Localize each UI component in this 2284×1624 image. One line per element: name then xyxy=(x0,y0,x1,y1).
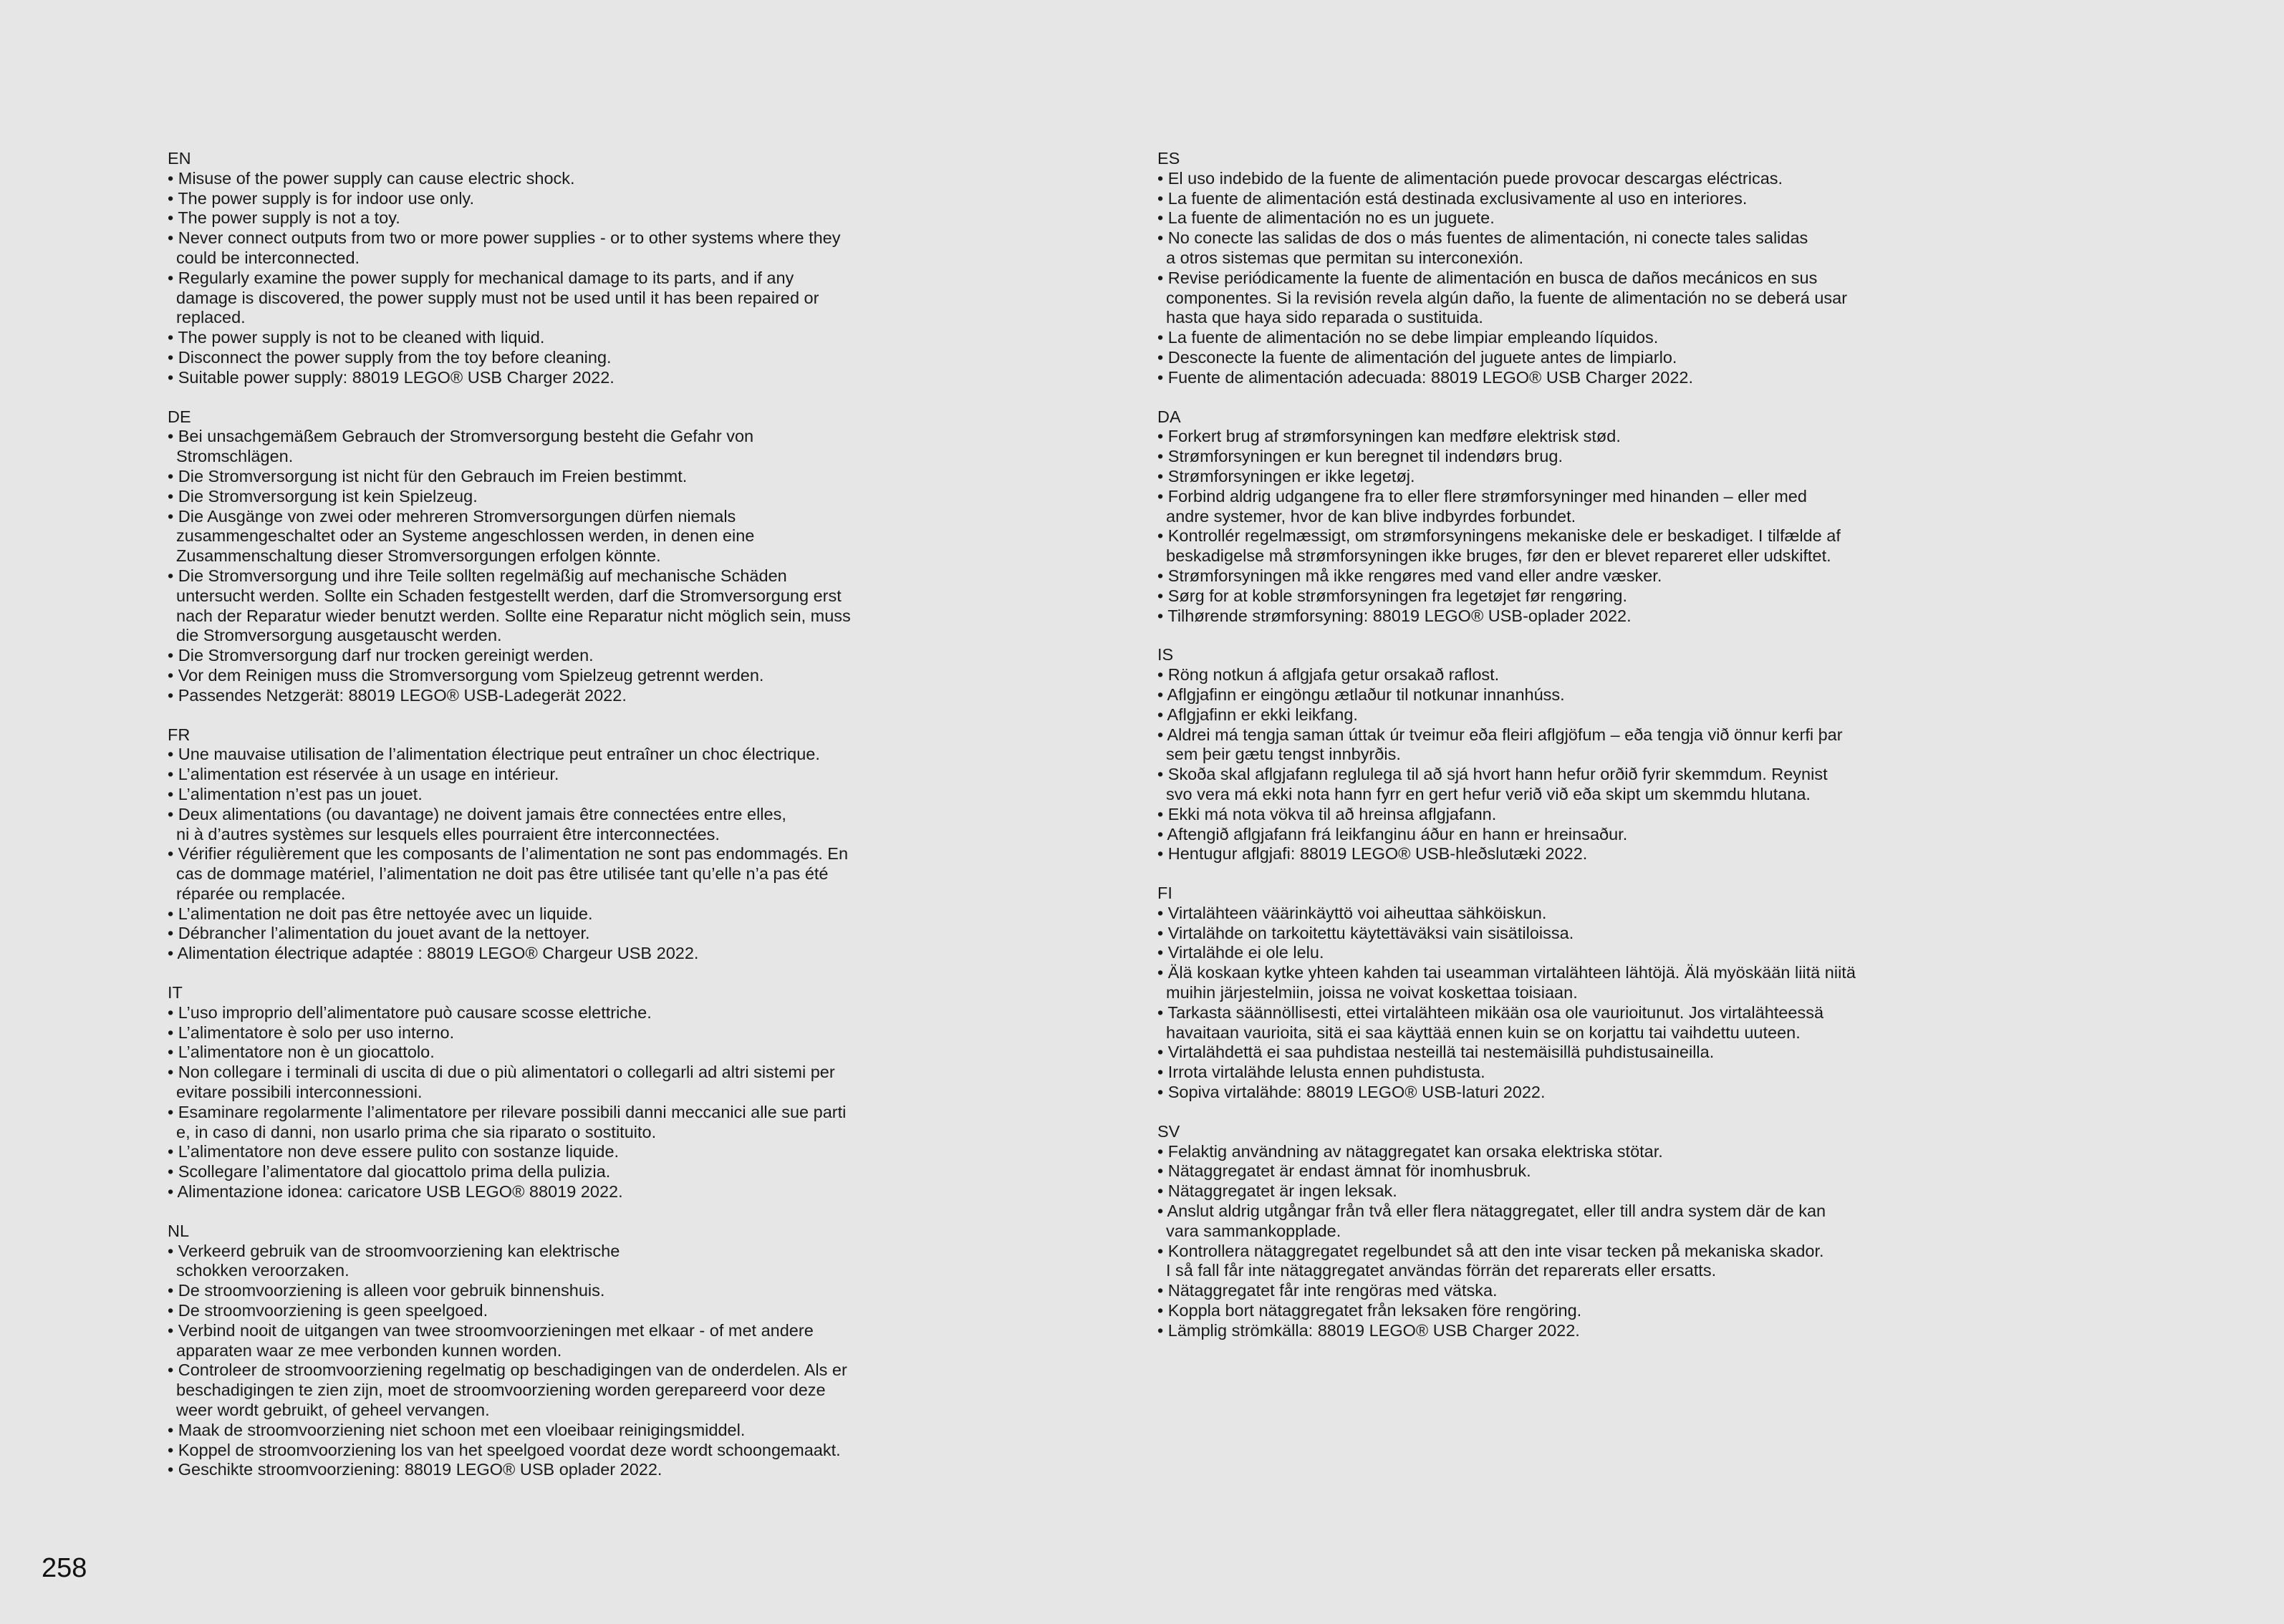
bullet-item: • Desconecte la fuente de alimentación del juguete antes de limpiarlo. xyxy=(1157,347,1677,367)
bullet-item: • Vor dem Reinigen muss die Stromversorgung vom Spielzeug getrennt werden. xyxy=(168,665,764,685)
bullet-item: • Aflgjafinn er ekki leikfang. xyxy=(1157,705,1358,724)
language-code: DA xyxy=(1157,407,1181,426)
bullet-item: • Never connect outputs from two or more power supplies - or to other systems where they xyxy=(168,228,841,248)
bullet-item: • Une mauvaise utilisation de l’alimentation électrique peut entraîner un choc électrique. xyxy=(168,745,820,764)
bullet-item: • Strømforsyningen er kun beregnet til indendørs brug. xyxy=(1157,447,1563,466)
bullet-continuation: vara sammankopplade. xyxy=(1166,1221,1341,1240)
bullet-item: • Verkeerd gebruik van de stroomvoorziening kan elektrische xyxy=(168,1241,620,1260)
bullet-item: • Koppla bort nätaggregatet från leksaken före rengöring. xyxy=(1157,1301,1582,1320)
bullet-item: • La fuente de alimentación no se debe limpiar empleando líquidos. xyxy=(1157,328,1659,347)
bullet-continuation: cas de dommage matériel, l’alimentation ne doit pas être utilisée tant qu’elle n’a pas été xyxy=(176,864,829,884)
bullet-continuation: beschadigingen te zien zijn, moet de stroomvoorziening worden gerepareerd voor deze xyxy=(176,1381,826,1400)
bullet-continuation: schokken veroorzaken. xyxy=(176,1261,350,1280)
bullet-item: • The power supply is not a toy. xyxy=(168,208,400,228)
bullet-item: • Vérifier régulièrement que les composants de l’alimentation ne sont pas endommagés. En xyxy=(168,844,849,864)
bullet-item: • Débrancher l’alimentation du jouet avant de la nettoyer. xyxy=(168,924,590,943)
bullet-item: • Passendes Netzgerät: 88019 LEGO® USB-Ladegerät 2022. xyxy=(168,685,627,705)
bullet-continuation: beskadigelse må strømforsyningen ikke bruges, før den er blevet repareret eller udskiftet. xyxy=(1166,546,1831,566)
safety-section-it xyxy=(168,983,941,1202)
bullet-item: • El uso indebido de la fuente de alimentación puede provocar descargas eléctricas. xyxy=(1157,168,1783,188)
bullet-item: • De stroomvoorziening is alleen voor gebruik binnenshuis. xyxy=(168,1281,605,1300)
bullet-continuation: replaced. xyxy=(176,308,246,327)
bullet-item: • Aftengið aflgjafann frá leikfanginu áður en hann er hreinsaður. xyxy=(1157,824,1628,844)
bullet-item: • Skoða skal aflgjafann reglulega til að sjá hvort hann hefur orðið fyrir skemmdum. Reynist xyxy=(1157,765,1828,784)
bullet-item: • Ekki má nota vökva til að hreinsa aflgjafann. xyxy=(1157,804,1497,823)
bullet-item: • Virtalähde ei ole lelu. xyxy=(1157,943,1324,962)
bullet-continuation: componentes. Si la revisión revela algún daño, la fuente de alimentación no se deberá usar xyxy=(1166,288,1848,307)
bullet-item: • Felaktig användning av nätaggregatet kan orsaka elektriska stötar. xyxy=(1157,1141,1663,1161)
bullet-continuation: I så fall får inte nätaggregatet användas förrän det reparerats eller ersatts. xyxy=(1166,1261,1717,1280)
language-code: FR xyxy=(168,725,191,744)
bullet-item: • Die Stromversorgung ist kein Spielzeug. xyxy=(168,486,478,506)
bullet-item: • Strømforsyningen må ikke rengøres med vand eller andre væsker. xyxy=(1157,566,1662,585)
bullet-continuation: e, in caso di danni, non usarlo prima che sia riparato o sostituito. xyxy=(176,1122,657,1141)
bullet-item: • Fuente de alimentación adecuada: 88019 LEGO® USB Charger 2022. xyxy=(1157,367,1693,387)
bullet-item: • Kontrollér regelmæssigt, om strømforsyningens mekaniske dele er beskadiget. I tilfælde af xyxy=(1157,526,1841,546)
bullet-item: • Hentugur aflgjafi: 88019 LEGO® USB-hleðslutæki 2022. xyxy=(1157,844,1588,864)
bullet-item: • Die Stromversorgung ist nicht für den Gebrauch im Freien bestimmt. xyxy=(168,466,688,485)
language-code: IT xyxy=(168,983,183,1002)
left-column xyxy=(168,149,941,1499)
bullet-item: • Koppel de stroomvoorziening los van het speelgoed voordat deze wordt schoongemaakt. xyxy=(168,1440,841,1459)
bullet-item: • Älä koskaan kytke yhteen kahden tai useamman virtalähteen lähtöjä. Älä myöskään liitä niitä xyxy=(1157,963,1856,982)
bullet-item: • Anslut aldrig utgångar från två eller flera nätaggregatet, eller till andra system där de kan xyxy=(1157,1202,1826,1221)
bullet-continuation: nach der Reparatur wieder benutzt werden. Sollte eine Reparatur nicht möglich sein, muss xyxy=(176,606,851,625)
bullet-item: • Alimentation électrique adaptée : 88019 LEGO® Chargeur USB 2022. xyxy=(168,944,699,963)
bullet-continuation: zusammengeschaltet oder an Systeme angeschlossen werden, in denen eine xyxy=(176,526,755,546)
bullet-item: • La fuente de alimentación no es un juguete. xyxy=(1157,208,1495,228)
safety-section-fi xyxy=(1157,884,1931,1103)
safety-section-nl xyxy=(168,1222,941,1480)
bullet-item: • L’alimentatore è solo per uso interno. xyxy=(168,1023,455,1042)
bullet-item: • Disconnect the power supply from the toy before cleaning. xyxy=(168,347,612,367)
bullet-continuation: evitare possibili interconnessioni. xyxy=(176,1083,423,1102)
bullet-item: • Nätaggregatet är ingen leksak. xyxy=(1157,1181,1397,1201)
bullet-item: • Röng notkun á aflgjafa getur orsakað raflost. xyxy=(1157,665,1500,685)
bullet-item: • Aldrei má tengja saman úttak úr tveimur eða fleiri aflgjöfum – eða tengja við önnur kerfi þar xyxy=(1157,725,1843,744)
bullet-continuation: havaitaan vaurioita, sitä ei saa käyttää ennen kuin se on korjattu tai vaihdettu uuteen. xyxy=(1166,1023,1801,1042)
bullet-item: • Suitable power supply: 88019 LEGO® USB Charger 2022. xyxy=(168,367,615,387)
bullet-continuation: could be interconnected. xyxy=(176,248,360,267)
bullet-item: • L’uso improprio dell’alimentatore può causare scosse elettriche. xyxy=(168,1002,652,1022)
bullet-item: • L’alimentation est réservée à un usage en intérieur. xyxy=(168,765,559,784)
bullet-item: • Alimentazione idonea: caricatore USB LEGO® 88019 2022. xyxy=(168,1182,623,1202)
bullet-item: • Lämplig strömkälla: 88019 LEGO® USB Charger 2022. xyxy=(1157,1320,1580,1340)
bullet-item: • Non collegare i terminali di uscita di due o più alimentatori o collegarli ad altri sistemi per xyxy=(168,1063,835,1082)
language-code: NL xyxy=(168,1221,190,1240)
bullet-item: • The power supply is for indoor use only. xyxy=(168,188,474,208)
bullet-item: • Die Ausgänge von zwei oder mehreren Stromversorgungen dürfen niemals xyxy=(168,506,736,526)
bullet-continuation: die Stromversorgung ausgetauscht werden. xyxy=(176,626,502,645)
bullet-item: • Scollegare l’alimentatore dal giocattolo prima della pulizia. xyxy=(168,1162,611,1181)
bullet-continuation: Zusammenschaltung dieser Stromversorgungen erfolgen könnte. xyxy=(176,546,661,566)
language-code: SV xyxy=(1157,1121,1180,1141)
bullet-item: • No conecte las salidas de dos o más fuentes de alimentación, ni conecte tales salidas xyxy=(1157,228,1808,248)
page-number: 258 xyxy=(42,1553,87,1583)
bullet-item: • Esaminare regolarmente l’alimentatore per rilevare possibili danni meccanici alle sue parti xyxy=(168,1102,847,1121)
bullet-item: • Maak de stroomvoorziening niet schoon met een vloeibaar reinigingsmiddel. xyxy=(168,1420,746,1439)
safety-section-is xyxy=(1157,645,1931,864)
right-column xyxy=(1157,149,1931,1360)
bullet-item: • Forkert brug af strømforsyningen kan medføre elektrisk stød. xyxy=(1157,427,1621,446)
bullet-continuation: a otros sistemas que permitan su interconexión. xyxy=(1166,248,1523,267)
safety-section-sv xyxy=(1157,1122,1931,1341)
bullet-item: • Strømforsyningen er ikke legetøj. xyxy=(1157,466,1415,485)
bullet-item: • Tarkasta säännöllisesti, ettei virtalähteen mikään osa ole vaurioitunut. Jos virtalähteessä xyxy=(1157,1002,1824,1022)
bullet-continuation: réparée ou remplacée. xyxy=(176,884,346,903)
safety-section-de xyxy=(168,407,941,706)
language-code: EN xyxy=(168,149,191,168)
bullet-continuation: Stromschlägen. xyxy=(176,447,294,466)
safety-section-da xyxy=(1157,407,1931,627)
bullet-continuation: apparaten waar ze mee verbonden kunnen worden. xyxy=(176,1340,562,1360)
bullet-item: • The power supply is not to be cleaned with liquid. xyxy=(168,328,545,347)
bullet-item: • Verbind nooit de uitgangen van twee stroomvoorzieningen met elkaar - of met andere xyxy=(168,1320,814,1340)
bullet-item: • La fuente de alimentación está destinada exclusivamente al uso en interiores. xyxy=(1157,188,1748,208)
bullet-item: • Die Stromversorgung und ihre Teile sollten regelmäßig auf mechanische Schäden xyxy=(168,566,787,585)
bullet-item: • L’alimentation n’est pas un jouet. xyxy=(168,784,423,803)
bullet-continuation: muihin järjestelmiin, joissa ne voivat koskettaa toisiaan. xyxy=(1166,983,1578,1002)
safety-section-es xyxy=(1157,149,1931,388)
bullet-continuation: andre systemer, hvor de kan blive indbyrdes forbundet. xyxy=(1166,506,1576,526)
bullet-continuation: untersucht werden. Sollte ein Schaden festgestellt werden, darf die Stromversorgung erst xyxy=(176,586,842,605)
language-code: IS xyxy=(1157,645,1174,664)
bullet-item: • Sørg for at koble strømforsyningen fra legetøjet før rengøring. xyxy=(1157,586,1628,605)
bullet-item: • L’alimentatore non è un giocattolo. xyxy=(168,1043,435,1062)
bullet-item: • Bei unsachgemäßem Gebrauch der Stromversorgung besteht die Gefahr von xyxy=(168,427,754,446)
language-code: ES xyxy=(1157,149,1180,168)
language-code: DE xyxy=(168,407,191,426)
bullet-item: • Virtalähdettä ei saa puhdistaa nesteillä tai nestemäisillä puhdistusaineilla. xyxy=(1157,1043,1715,1062)
bullet-continuation: sem þeir gætu tengst innbyrðis. xyxy=(1166,745,1401,764)
bullet-item: • Deux alimentations (ou davantage) ne doivent jamais être connectées entre elles, xyxy=(168,804,786,823)
bullet-item: • Die Stromversorgung darf nur trocken gereinigt werden. xyxy=(168,646,594,665)
bullet-item: • Tilhørende strømforsyning: 88019 LEGO® USB-oplader 2022. xyxy=(1157,606,1632,625)
bullet-item: • Nätaggregatet är endast ämnat för inomhusbruk. xyxy=(1157,1161,1531,1181)
bullet-continuation: weer wordt gebruikt, of geheel vervangen. xyxy=(176,1401,490,1420)
bullet-item: • Kontrollera nätaggregatet regelbundet så att den inte visar tecken på mekaniska skador. xyxy=(1157,1241,1824,1260)
bullet-item: • Irrota virtalähde lelusta ennen puhdistusta. xyxy=(1157,1063,1485,1082)
bullet-item: • Controleer de stroomvoorziening regelmatig op beschadigingen van de onderdelen. Als er xyxy=(168,1360,847,1380)
bullet-continuation: svo vera má ekki nota hann fyrr en gert hefur verið við eða skipt um skemmdu hlutana. xyxy=(1166,784,1811,803)
language-code: FI xyxy=(1157,884,1172,903)
bullet-item: • Virtalähteen väärinkäyttö voi aiheuttaa sähköiskun. xyxy=(1157,903,1547,922)
bullet-item: • Nätaggregatet får inte rengöras med vätska. xyxy=(1157,1281,1498,1300)
bullet-item: • Forbind aldrig udgangene fra to eller flere strømforsyninger med hinanden – eller med xyxy=(1157,486,1807,506)
bullet-continuation: ni à d’autres systèmes sur lesquels elles pourraient être interconnectées. xyxy=(176,824,720,844)
safety-section-en xyxy=(168,149,941,388)
bullet-item: • Geschikte stroomvoorziening: 88019 LEGO® USB oplader 2022. xyxy=(168,1460,662,1479)
bullet-continuation: damage is discovered, the power supply must not be used until it has been repaired or xyxy=(176,288,819,307)
bullet-item: • Misuse of the power supply can cause electric shock. xyxy=(168,168,575,188)
bullet-item: • Aflgjafinn er eingöngu ætlaður til notkunar innanhúss. xyxy=(1157,685,1565,704)
bullet-item: • Virtalähde on tarkoitettu käytettäväksi vain sisätiloissa. xyxy=(1157,923,1574,942)
bullet-item: • Sopiva virtalähde: 88019 LEGO® USB-laturi 2022. xyxy=(1157,1083,1546,1102)
bullet-item: • Regularly examine the power supply for mechanical damage to its parts, and if any xyxy=(168,268,794,287)
bullet-continuation: hasta que haya sido reparada o sustituida. xyxy=(1166,308,1483,327)
bullet-item: • De stroomvoorziening is geen speelgoed. xyxy=(168,1301,488,1320)
safety-section-fr xyxy=(168,725,941,965)
bullet-item: • L’alimentatore non deve essere pulito con sostanze liquide. xyxy=(168,1142,620,1161)
bullet-item: • L’alimentation ne doit pas être nettoyée avec un liquide. xyxy=(168,904,593,923)
bullet-item: • Revise periódicamente la fuente de alimentación en busca de daños mecánicos en sus xyxy=(1157,268,1818,287)
